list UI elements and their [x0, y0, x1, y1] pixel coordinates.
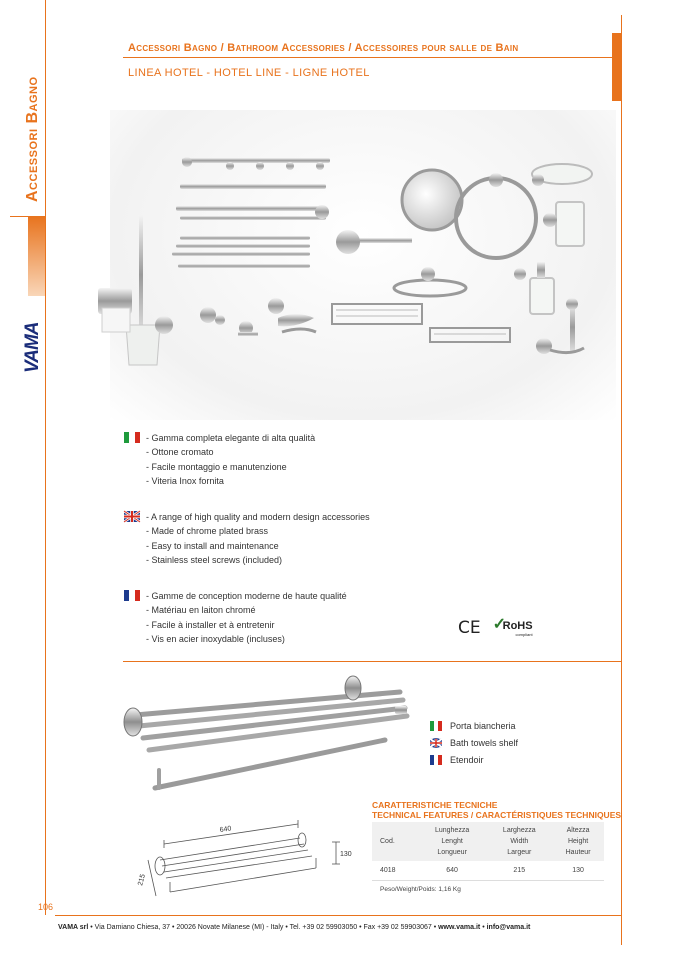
- uk-flag-icon: [124, 511, 140, 522]
- rohs-mark: ✓ RoHS compliant: [492, 615, 533, 637]
- product-collection-photo: [110, 110, 616, 420]
- feature-item: - A range of high quality and modern design accessories: [146, 512, 370, 522]
- cell-cod: 4018: [372, 861, 418, 881]
- cell-height: 130: [552, 861, 604, 881]
- column-header: Larghezza Width Largeur: [486, 822, 552, 861]
- footer-divider: [55, 915, 621, 916]
- brand-logo: VAMA: [22, 322, 43, 373]
- towel-shelf: [172, 236, 310, 268]
- soap-dispenser: [514, 262, 554, 314]
- towel-ring: [456, 173, 536, 258]
- cell-width: 215: [486, 861, 552, 881]
- table-header-row: [372, 822, 604, 861]
- france-flag-icon: [430, 755, 442, 765]
- ce-mark: CE: [458, 618, 481, 638]
- towel-bar: [180, 184, 326, 189]
- side-color-bar: [28, 216, 45, 296]
- header-underline: [123, 57, 621, 58]
- footer-contact: VAMA srl • Via Damiano Chiesa, 37 • 20026 Novate Milanese (MI) - Italy • Tel. +39 02 59903050 • Fax +39 02 59903067 • www.vama.it • info@vama.it: [58, 924, 531, 931]
- feature-item: - Gamme de conception moderne de haute qualité: [146, 591, 347, 601]
- feature-item: - Stainless steel screws (included): [146, 554, 283, 565]
- side-section-title: Accessori Bagno: [24, 76, 41, 202]
- wire-baskets: [332, 267, 510, 342]
- certification-marks: [458, 615, 533, 638]
- france-flag-icon: [124, 590, 140, 601]
- column-header: Lunghezza Lenght Longueur: [418, 822, 487, 861]
- feature-item: - Viteria Inox fornita: [146, 475, 224, 486]
- tech-features-title: CARATTERISTICHE TECNICHE TECHNICAL FEATURES / CARACTÉRISTIQUES TECHNIQUES: [372, 800, 622, 820]
- italy-flag-icon: [430, 721, 442, 731]
- product-names: [430, 720, 518, 771]
- feature-item: - Facile montaggio e manutenzione: [146, 461, 287, 472]
- shaving-mirror: [336, 170, 462, 254]
- product-name-fr: Etendoir: [430, 754, 518, 771]
- page-title: Accessori Bagno / Bathroom Accessories / Accessoires pour salle de Bain: [128, 42, 519, 54]
- product-weight: Peso/Weight/Poids: 1,16 Kg: [380, 886, 461, 893]
- product-name-it: Porta biancheria: [430, 720, 518, 737]
- feature-item: - Ottone cromato: [146, 447, 214, 458]
- feature-item: - Matériau en laiton chromé: [146, 605, 256, 616]
- dimension-label: 130: [340, 851, 352, 858]
- website-link[interactable]: www.vama.it: [438, 924, 481, 931]
- paper-holder: [98, 288, 132, 332]
- tech-features-table: [372, 822, 604, 881]
- side-bar-line: [10, 216, 28, 217]
- double-towel-bar: [176, 205, 329, 220]
- check-icon: ✓: [492, 615, 507, 633]
- feature-item: - Gamma completa elegante di alta qualità: [146, 433, 316, 443]
- orange-tab-marker: [612, 33, 622, 101]
- table-row: [372, 861, 604, 881]
- dimension-label: 215: [137, 873, 147, 887]
- soap-dish: [532, 164, 592, 186]
- toilet-brush: [126, 215, 173, 365]
- column-header: Cod.: [372, 822, 418, 861]
- towel-shelf-photo: [115, 670, 415, 795]
- email-link[interactable]: info@vama.it: [486, 924, 531, 931]
- page-subtitle: LINEA HOTEL - HOTEL LINE - LIGNE HOTEL: [128, 67, 370, 79]
- dimension-label: 640: [219, 825, 232, 834]
- small-hooks: [200, 298, 316, 336]
- uk-flag-icon: [430, 738, 442, 748]
- section-divider: [123, 661, 621, 662]
- column-header: Altezza Height Hauteur: [552, 822, 604, 861]
- tumbler-holder: [543, 202, 584, 246]
- italy-flag-icon: [124, 432, 140, 443]
- feature-item: - Easy to install and maintenance: [146, 540, 279, 551]
- product-name-en: Bath towels shelf: [430, 737, 518, 754]
- left-frame-line: [45, 0, 46, 915]
- hook-rail: [182, 157, 330, 170]
- page-number: 106: [38, 902, 54, 912]
- technical-drawing: [137, 820, 360, 910]
- feature-item: - Vis en acier inoxydable (incluses): [146, 633, 285, 644]
- feature-item: - Made of chrome plated brass: [146, 526, 269, 537]
- feature-item: - Facile à installer et à entretenir: [146, 619, 275, 630]
- right-frame-line: [621, 15, 622, 945]
- cell-length: 640: [418, 861, 487, 881]
